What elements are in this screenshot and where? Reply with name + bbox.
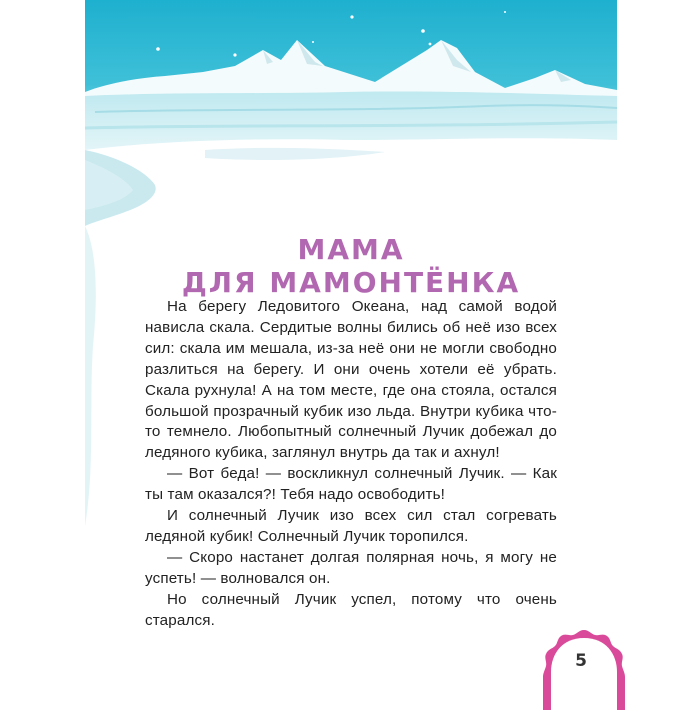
- page-number: 5: [575, 651, 587, 671]
- book-page: [85, 0, 617, 700]
- paragraph: — Вот беда! — воскликнул солнечный Лучик. — Как ты там оказался?! Тебя надо освободить!: [145, 465, 557, 504]
- edge-wash: [85, 226, 115, 526]
- paragraph: И солнечный Лучик изо всех сил стал согревать ледяной кубик! Солнечный Лучик торопился.: [145, 507, 557, 545]
- paragraph: — Скоро настанет долгая полярная ночь, я могу не успеть! — волновался он.: [145, 548, 557, 587]
- arctic-illustration: [85, 0, 617, 230]
- story-text: [145, 297, 557, 632]
- paragraph: Но солнечный Лучик успел, потому что очень старался.: [145, 590, 557, 629]
- title-line-1: МАМА: [297, 233, 405, 266]
- title-line-2: ДЛЯ МАМОНТЁНКА: [181, 266, 521, 299]
- story-title: [85, 233, 617, 299]
- paragraph: На берегу Ледовитого Океана, над самой водой нависла скала. Сердитые волны бились об неё изо всех сил: скала им мешала, из-за неё они не могли свободно разлиться на берегу. И они очень хотели её убрать. Скала рухнула! А на том месте, где она стояла, остался большой прозрачный кубик изо льда. Внутри кубика что-то темнело. Любопытный солнечный Лучик добежал до ледяного кубика, заглянул внутрь да так и ахнул!: [145, 298, 557, 462]
